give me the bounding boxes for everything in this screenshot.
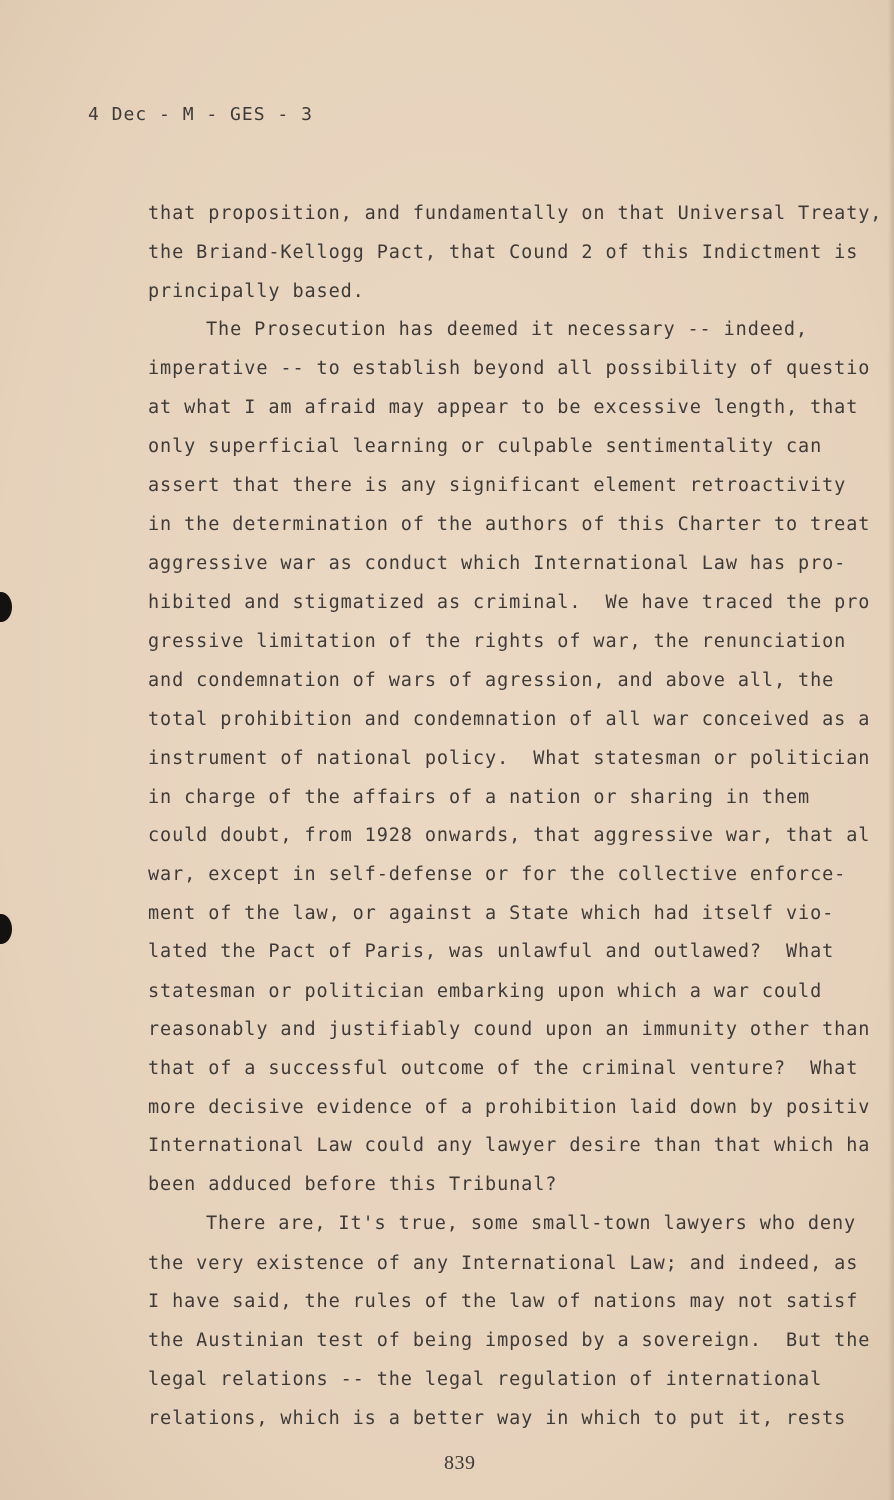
text-line: at what I am afraid may appear to be excessive length, that bbox=[148, 397, 859, 418]
text-line: the Austinian test of being imposed by a sovereign. But the bbox=[148, 1330, 871, 1351]
text-line: in charge of the affairs of a nation or sharing in them bbox=[148, 787, 811, 808]
text-line: assert that there is any significant element retroactivity bbox=[148, 475, 847, 496]
text-line: There are, It's true, some small-town lawyers who deny bbox=[206, 1213, 857, 1234]
page-number: 839 bbox=[444, 1452, 476, 1474]
text-line: that of a successful outcome of the criminal venture? What bbox=[148, 1058, 859, 1079]
text-line: could doubt, from 1928 onwards, that aggressive war, that al bbox=[148, 825, 871, 846]
text-line: lated the Pact of Paris, was unlawful and outlawed? What bbox=[148, 941, 835, 962]
text-line: International Law could any lawyer desire than that which ha bbox=[148, 1135, 871, 1156]
text-line: only superficial learning or culpable sentimentality can bbox=[148, 436, 823, 457]
text-line: relations, which is a better way in which to put it, rests bbox=[148, 1408, 847, 1429]
text-line: the Briand-Kellogg Pact, that Cound 2 of this Indictment is bbox=[148, 242, 859, 263]
text-line: the very existence of any International Law; and indeed, as bbox=[148, 1253, 859, 1274]
text-line: in the determination of the authors of this Charter to treat bbox=[148, 514, 871, 535]
text-line: legal relations -- the legal regulation of international bbox=[148, 1369, 823, 1390]
text-line: gressive limitation of the rights of war, the renunciation bbox=[148, 631, 847, 652]
text-line: principally based. bbox=[148, 281, 365, 302]
text-line: imperative -- to establish beyond all possibility of questio bbox=[148, 358, 871, 379]
page-header: 4 Dec - M - GES - 3 bbox=[88, 104, 313, 125]
text-line: statesman or politician embarking upon which a war could bbox=[148, 981, 823, 1002]
text-line: and condemnation of wars of agression, and above all, the bbox=[148, 670, 835, 691]
text-line: ment of the law, or against a State which had itself vio- bbox=[148, 903, 835, 924]
text-line: total prohibition and condemnation of all war conceived as a bbox=[148, 709, 871, 730]
text-line: war, except in self-defense or for the collective enforce- bbox=[148, 864, 847, 885]
text-line: instrument of national policy. What statesman or politician bbox=[148, 748, 871, 769]
text-line: been adduced before this Tribunal? bbox=[148, 1174, 558, 1195]
text-line: aggressive war as conduct which International Law has pro- bbox=[148, 553, 847, 574]
text-line: hibited and stigmatized as criminal. We have traced the pro bbox=[148, 592, 871, 613]
text-line: The Prosecution has deemed it necessary -- indeed, bbox=[206, 319, 808, 340]
text-line: more decisive evidence of a prohibition laid down by positiv bbox=[148, 1097, 871, 1118]
text-line: reasonably and justifiably cound upon an immunity other than bbox=[148, 1019, 871, 1040]
text-line: I have said, the rules of the law of nations may not satisf bbox=[148, 1291, 859, 1312]
text-line: that proposition, and fundamentally on that Universal Treaty, bbox=[148, 203, 883, 224]
